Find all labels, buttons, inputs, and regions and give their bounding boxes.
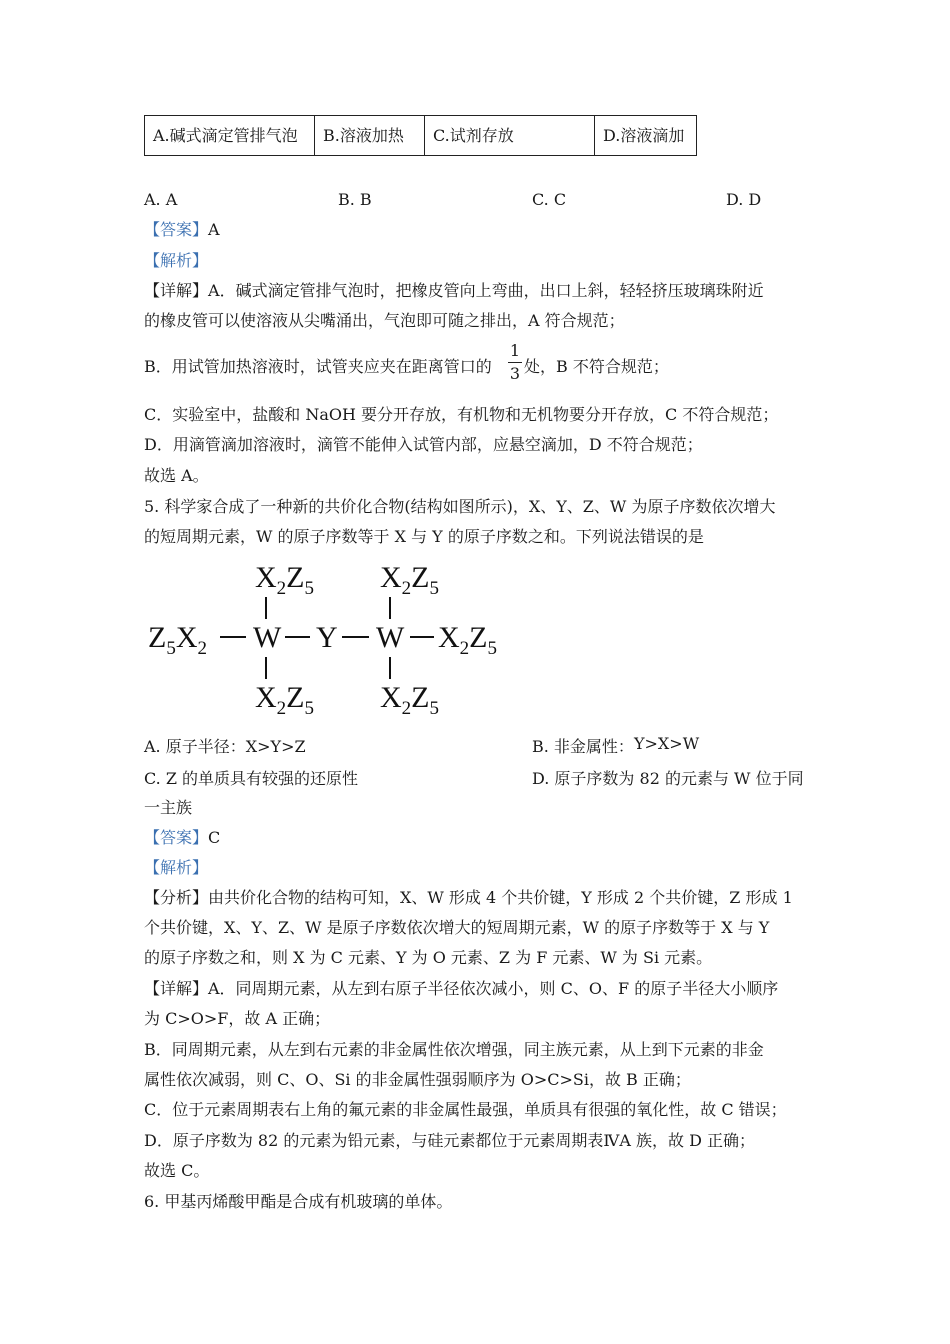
- question-stem: 5. 科学家合成了一种新的共价化合物(结构如图所示)，X、Y、Z、W 为原子序数依次增大: [144, 497, 776, 516]
- answer-value: A: [208, 220, 220, 239]
- analysis-line: 的原子序数之和，则 X 为 C 元素、Y 为 O 元素、Z 为 F 元素、W 为 Si 元素。: [144, 948, 713, 967]
- detail-line: D．用滴管滴加溶液时，滴管不能伸入试管内部，应悬空滴加，D 不符合规范；: [144, 435, 703, 454]
- answer-tag: 【答案】: [144, 220, 209, 239]
- option-c: C. Z 的单质具有较强的还原性: [144, 769, 359, 788]
- group-left: $Z_5X_2$: [148, 621, 207, 659]
- option-d-cont: 一主族: [144, 798, 193, 817]
- answer-value: C: [208, 828, 221, 847]
- options-table: [144, 115, 697, 156]
- conclusion: 故选 A。: [144, 466, 209, 485]
- detail-line: B．同周期元素，从左到右元素的非金属性依次增强，同主族元素，从上到下元素的非金: [144, 1040, 764, 1059]
- answer-line: [144, 828, 220, 848]
- fraction-one-third: [508, 342, 522, 383]
- analysis-tag: 【解析】: [144, 251, 209, 270]
- option-d: D. D: [726, 190, 762, 209]
- detail-line: 属性依次减弱，则 C、O、Si 的非金属性强弱顺序为 O>C>Si，故 B 正确；: [144, 1070, 691, 1089]
- option-b: [532, 734, 700, 757]
- table-cell: D.溶液滴加: [595, 116, 697, 156]
- option-b-value: Y>X>W: [633, 734, 700, 753]
- option-b-label: B. 非金属性：: [532, 737, 634, 756]
- detail-line: D．原子序数为 82 的元素为铅元素，与硅元素都位于元素周期表ⅣA 族，故 D 正确；: [144, 1131, 755, 1150]
- group-bottom-left: $X_2Z_5$: [255, 681, 314, 719]
- option-c: C. C: [532, 190, 567, 209]
- atom-w-left: W: [253, 621, 282, 654]
- atom-w-right: W: [376, 621, 405, 654]
- question-stem: 的短周期元素，W 的原子序数等于 X 与 Y 的原子序数之和。下列说法错误的是: [144, 527, 704, 546]
- table-cell: B.溶液加热: [315, 116, 425, 156]
- table-cell: C.试剂存放: [425, 116, 595, 156]
- option-a: A. 原子半径：X>Y>Z: [144, 737, 306, 756]
- group-top-right: $X_2Z_5$: [380, 561, 439, 599]
- analysis-tag: 【解析】: [144, 858, 209, 877]
- detail-text: A．碱式滴定管排气泡时，把橡皮管向上弯曲，出口上斜，轻轻挤压玻璃珠附近: [208, 281, 764, 300]
- conclusion: 故选 C。: [144, 1161, 210, 1180]
- detail-line: [144, 281, 764, 301]
- table-cell: A.碱式滴定管排气泡: [145, 116, 315, 156]
- detail-tag: 【详解】: [144, 281, 209, 300]
- answer-line: [144, 220, 220, 240]
- group-bottom-right: $X_2Z_5$: [380, 681, 439, 719]
- answer-tag: 【答案】: [144, 828, 209, 847]
- detail-line: C．实验室中，盐酸和 NaOH 要分开存放，有机物和无机物要分开存放，C 不符合规范；: [144, 405, 779, 424]
- detail-line: 为 C>O>F，故 A 正确；: [144, 1009, 331, 1028]
- option-d: D. 原子序数为 82 的元素与 W 位于同: [532, 769, 804, 788]
- question-stem: 6. 甲基丙烯酸甲酯是合成有机玻璃的单体。: [144, 1192, 453, 1211]
- detail-line-b-end: 处，B 不符合规范；: [524, 357, 669, 376]
- structure-diagram: [140, 555, 520, 725]
- group-right: $X_2Z_5$: [438, 621, 497, 659]
- option-b: B. B: [338, 190, 372, 209]
- group-top-left: $X_2Z_5$: [255, 561, 314, 599]
- detail-line: 的橡皮管可以使溶液从尖嘴涌出，气泡即可随之排出，A 符合规范；: [144, 311, 625, 330]
- detail-line-b: B．用试管加热溶液时，试管夹应夹在距离管口的: [144, 357, 492, 376]
- option-a: A. A: [144, 190, 178, 209]
- analysis-line: 个共价键，X、Y、Z、W 是原子序数依次增大的短周期元素，W 的原子序数等于 X 与 Y: [144, 918, 770, 937]
- atom-y: Y: [316, 621, 338, 654]
- fraction-bar: [508, 362, 522, 363]
- fraction-numerator: 1: [509, 341, 521, 360]
- detail-line: 【详解】A．同周期元素，从左到右原子半径依次减小，则 C、O、F 的原子半径大小顺序: [144, 979, 779, 998]
- fraction-denominator: 3: [509, 364, 521, 383]
- analysis-line: 【分析】由共价化合物的结构可知，X、W 形成 4 个共价键，Y 形成 2 个共价键，Z 形成 1: [144, 888, 793, 907]
- detail-line: C．位于元素周期表右上角的氟元素的非金属性最强，单质具有很强的氧化性，故 C 错误；: [144, 1100, 787, 1119]
